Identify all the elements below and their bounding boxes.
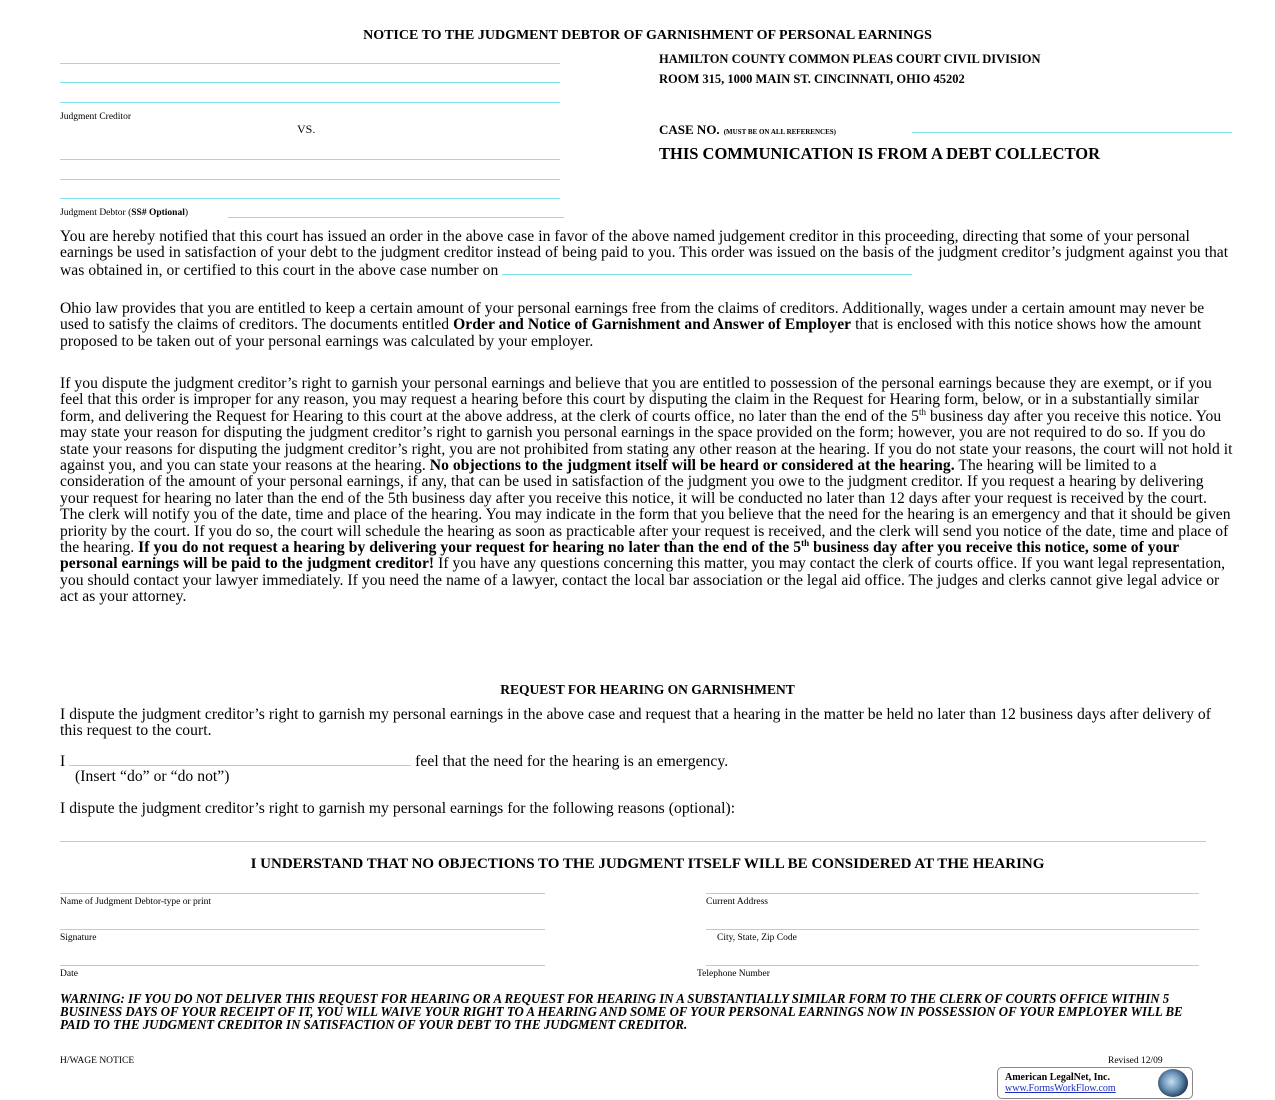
page-title: NOTICE TO THE JUDGMENT DEBTOR OF GARNISHMENT OF PERSONAL EARNINGS xyxy=(363,28,932,43)
debtor-label xyxy=(60,208,188,218)
logo-url-link[interactable]: www.FormsWorkFlow.com xyxy=(1005,1083,1116,1094)
i-label: I xyxy=(60,753,66,770)
request-paragraph: I dispute the judgment creditor’s right to garnish my personal earnings in the above case and request that a hearing in the matter be held no later than 12 business days after delivery of this request to the court. xyxy=(60,706,1211,740)
creditor-line-3[interactable] xyxy=(60,102,560,103)
american-legalnet-logo[interactable] xyxy=(997,1067,1193,1099)
emergency-text: feel that the need for the hearing is an emergency. xyxy=(415,753,729,770)
court-address: ROOM 315, 1000 MAIN ST. CINCINNATI, OHIO 45202 xyxy=(659,72,965,86)
name-label: Name of Judgment Debtor-type or print xyxy=(60,897,211,907)
p2c: that is enclosed with this notice shows how the amount proposed to be taken out of your personal earnings was calculated by your employer. xyxy=(60,316,1202,350)
p3c: No objections to the judgment itself will be heard or considered at the hearing. xyxy=(429,457,955,475)
p3a: If you dispute the judgment creditor’s right to garnish your personal earnings and believe that you are entitled to possession of the personal earnings because they are exempt, or if you feel that this order is improper for any reason, you may request a hearing before this court by disputing the claim in the Request for Hearing form, below, or in a substantially similar form, and delivering the Request for Hearing to this court at the above address, at the clerk of courts office, no later than the end of the 5 xyxy=(60,375,1212,425)
case-no-note: (MUST BE ON ALL REFERENCES) xyxy=(723,128,836,136)
creditor-line-2[interactable] xyxy=(60,82,560,83)
city-label: City, State, Zip Code xyxy=(717,933,797,943)
reasons-label: I dispute the judgment creditor’s right to garnish my personal earnings for the following reasons (optional): xyxy=(60,800,736,817)
debtor-line-1[interactable] xyxy=(60,159,560,160)
address-label: Current Address xyxy=(706,897,769,907)
ss-optional: SS# Optional xyxy=(131,208,185,218)
name-line[interactable] xyxy=(60,893,545,894)
date-line[interactable] xyxy=(60,965,545,966)
form-id: H/WAGE NOTICE xyxy=(60,1056,135,1066)
ss-line[interactable] xyxy=(228,217,564,218)
reasons-line[interactable] xyxy=(60,841,1206,842)
paragraph-dispute xyxy=(60,376,1235,606)
p3-sup2: th xyxy=(801,537,810,548)
creditor-label: Judgment Creditor xyxy=(60,112,131,122)
logo-company: American LegalNet, Inc. xyxy=(1005,1072,1110,1083)
p1-text: You are hereby notified that this court has issued an order in the above case in favor of the above named judgement creditor in this proceeding, directing that some of your personal earnings be used in satisfaction of your debt to the judgment creditor instead of being paid to you. This order was issued on the basis of the judgment creditor’s judgment against you that was obtained in, or certified to this court in the above case number on xyxy=(60,228,1229,279)
p3e: If you do not request a hearing by delivering your request for hearing no later than the end of the 5 xyxy=(138,539,802,557)
signature-label: Signature xyxy=(60,933,97,943)
debt-collector-notice: THIS COMMUNICATION IS FROM A DEBT COLLECTOR xyxy=(659,144,1100,163)
debtor-line-2[interactable] xyxy=(60,179,560,180)
p3g: If you have any questions concerning this matter, you may contact the clerk of courts office. If you want legal representation, you should contact your lawyer immediately. If you need the name of a lawyer, contact the local bar association or the legal aid office. The judges and clerks cannot give legal advice or act as your attorney. xyxy=(60,555,1226,606)
debtor-label-close: ) xyxy=(184,208,189,218)
p3d: The hearing will be limited to a consideration of the amount of your personal earnings, if any, that can be used in satisfaction of the judgment you owe to the judgment creditor. If you request a hearing by delivering your request for hearing no later than the end of the 5th business day after you receive this notice, it will be conducted no later than 12 days after your request is received by the court. The clerk will notify you of the date, time and place of the hearing. You may indicate in the form that you believe that the need for the hearing is an emergency and that it should be given priority by the court. If you do so, the court will schedule the hearing as soon as practicable after your request is received, and the clerk will send you notice of the date, time and place of the hearing. xyxy=(60,457,1231,557)
date-label: Date xyxy=(60,969,78,979)
globe-icon xyxy=(1158,1069,1188,1097)
insert-note: (Insert “do” or “do not”) xyxy=(75,768,230,785)
p2a: Ohio law provides that you are entitled to keep a certain amount of your personal earnings free from the claims of creditors. Additionally, wages under a certain amount may never be used to satisfy the claims of creditors. The documents entitled xyxy=(60,300,1205,334)
understand-notice: I UNDERSTAND THAT NO OBJECTIONS TO THE JUDGMENT ITSELF WILL BE CONSIDERED AT THE HEARING xyxy=(250,856,1045,872)
revised-date: Revised 12/09 xyxy=(1108,1056,1163,1066)
do-do-not-field[interactable] xyxy=(69,753,411,766)
paragraph-ohio-law xyxy=(60,301,1235,350)
paragraph-order-notice xyxy=(60,229,1235,279)
vs-label: VS. xyxy=(297,122,316,136)
case-no-label: CASE NO. xyxy=(659,122,720,137)
phone-label: Telephone Number xyxy=(697,969,770,979)
emergency-line xyxy=(60,753,1235,770)
case-date-field[interactable] xyxy=(502,262,912,275)
warning-text: WARNING: IF YOU DO NOT DELIVER THIS REQUEST FOR HEARING OR A REQUEST FOR HEARING IN A SUBSTANTIALLY SIMILAR FORM TO THE CLERK OF COURTS OFFICE WITHIN 5 BUSINESS DAYS OF YOUR RECEIPT OF IT, YOU WILL WAIVE YOUR RIGHT TO A HEARING AND SOME OF YOUR PERSONAL EARNINGS NOW IN POSSESSION OF YOUR EMPLOYER WILL BE PAID TO THE JUDGMENT CREDITOR IN SATISFACTION OF YOUR DEBT TO THE JUDGMENT CREDITOR. xyxy=(60,991,1183,1032)
debtor-label-text: Judgment Debtor ( xyxy=(60,208,132,218)
signature-line[interactable] xyxy=(60,929,545,930)
address-line[interactable] xyxy=(706,893,1199,894)
p3b: business day after you receive this notice. You may state your reason for disputing the judgment creditor’s right to garnish you personal earnings in the space provided on the form; however, you are not required to do so. If you do state your reasons for disputing the judgment creditor’s right, you are not prohibited from stating any other reason at the hearing. If you do not state your reasons, the court will not hold it against you, and you can state your reasons at the hearing. xyxy=(60,407,1233,475)
creditor-line-1[interactable] xyxy=(60,63,560,64)
court-name: HAMILTON COUNTY COMMON PLEAS COURT CIVIL DIVISION xyxy=(659,52,1041,66)
request-heading: REQUEST FOR HEARING ON GARNISHMENT xyxy=(500,682,795,697)
debtor-line-3[interactable] xyxy=(60,198,560,199)
phone-line[interactable] xyxy=(706,965,1199,966)
p3f: business day after you receive this notice, some of your personal earnings will be paid to the judgment creditor! xyxy=(60,539,1179,573)
case-no-line[interactable] xyxy=(912,132,1232,133)
case-no xyxy=(659,121,836,139)
p3-sup1: th xyxy=(918,406,927,417)
p2b: Order and Notice of Garnishment and Answer of Employer xyxy=(453,316,852,334)
city-line[interactable] xyxy=(706,929,1199,930)
